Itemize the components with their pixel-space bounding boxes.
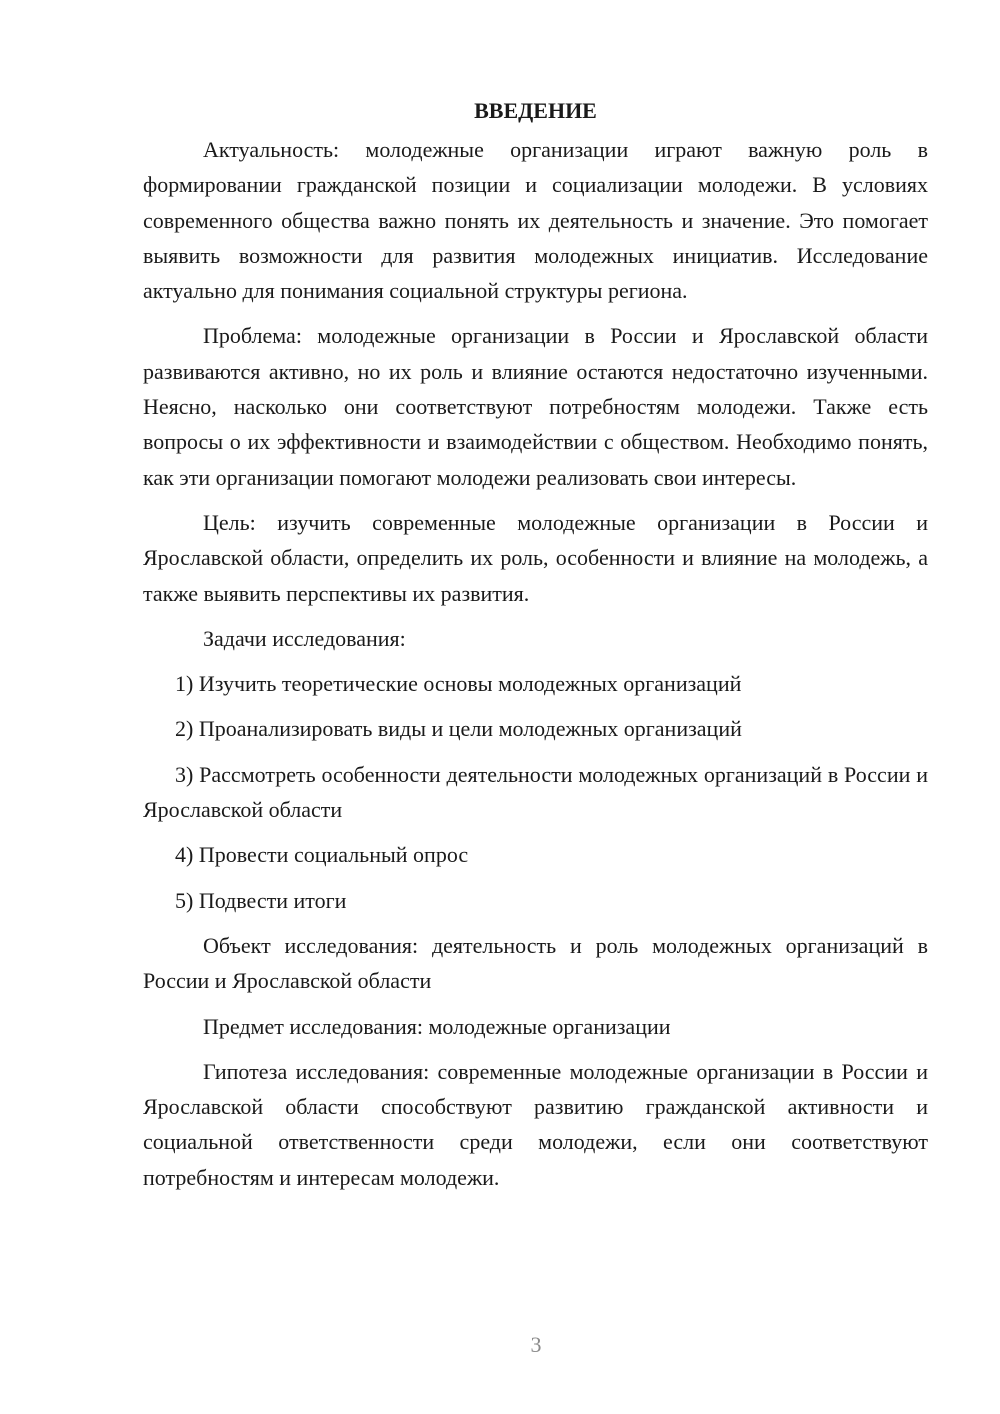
section-title: ВВЕДЕНИЕ xyxy=(474,98,597,123)
document-page xyxy=(143,94,928,1205)
task-item-5: 5) Подвести итоги xyxy=(175,887,347,913)
goal-paragraph: Цель: изучить современные молодежные организации в России и Ярославской области, определить их роль, особенности и влияние на молодежь, а также выявить перспективы их развития. xyxy=(143,509,928,606)
object-paragraph: Объект исследования: деятельность и роль молодежных организаций в России и Ярославской области xyxy=(143,932,928,994)
page-number: 3 xyxy=(530,1332,542,1357)
subject-paragraph: Предмет исследования: молодежные организации xyxy=(203,1013,671,1039)
hypothesis-paragraph: Гипотеза исследования: современные молодежные организации в России и Ярославской области способствуют развитию гражданской активности и социальной ответственности среди молодежи, если они соответствуют потребностям и интересам молодежи. xyxy=(143,1058,928,1190)
task-item-2: 2) Проанализировать виды и цели молодежных организаций xyxy=(175,716,742,742)
task-item-1: 1) Изучить теоретические основы молодежных организаций xyxy=(175,671,742,697)
problem-paragraph: Проблема: молодежные организации в России и Ярославской области развиваются активно, но их роль и влияние остаются недостаточно изученными. Неясно, насколько они соответствуют потребностям молодежи. Также есть вопросы о их эффективности и взаимодействии с обществом. Необходимо понять, как эти организации помогают молодежи реализовать свои интересы. xyxy=(143,323,928,490)
tasks-heading: Задачи исследования: xyxy=(203,625,406,651)
task-item-4: 4) Провести социальный опрос xyxy=(175,842,469,868)
relevance-paragraph: Актуальность: молодежные организации играют важную роль в формировании гражданской позиции и социализации молодежи. В условиях современного общества важно понять их деятельность и значение. Это помогает выявить возможности для развития молодежных инициатив. Исследование актуально для понимания социальной структуры региона. xyxy=(143,137,928,304)
task-item-3: 3) Рассмотреть особенности деятельности молодежных организаций в России и Ярославской области xyxy=(143,761,928,823)
